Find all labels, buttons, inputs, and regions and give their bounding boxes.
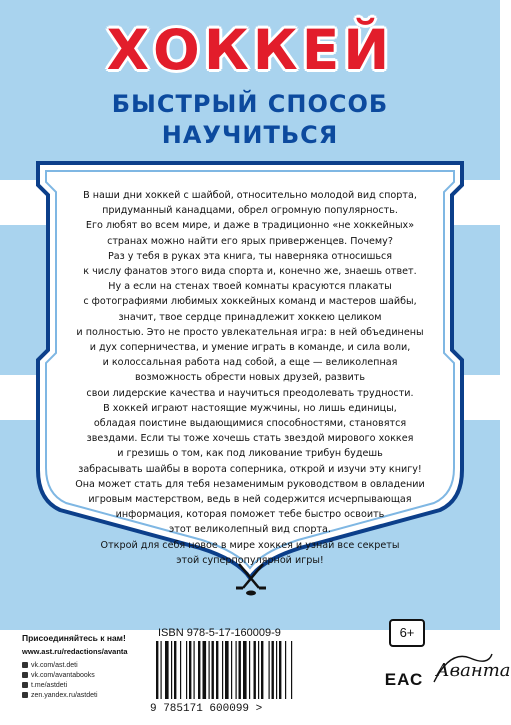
barcode-bar	[161, 641, 162, 699]
social-link[interactable]: zen.yandex.ru/astdeti	[22, 691, 98, 700]
blurb-line: Открой для себя новое в мире хоккея и узнай все секреты	[100, 539, 400, 551]
blurb-line: В наши дни хоккей с шайбой, относительно молодой вид спорта,	[83, 190, 417, 201]
barcode	[150, 641, 340, 703]
blurb-line: Раз у тебя в руках эта книга, ты наверняка относишься	[107, 250, 393, 262]
blurb-line: Она может стать для тебя незаменимым руководством в овладении	[75, 478, 425, 490]
barcode-bar	[186, 641, 187, 699]
vk-icon	[22, 662, 28, 668]
subtitle-line-2: НАУЧИТЬСЯ	[161, 121, 339, 149]
blurb-line: обладая поистине выдающимися способностями, становятся	[93, 418, 407, 430]
barcode-bar	[209, 641, 210, 699]
barcode-bar	[216, 641, 218, 699]
blurb-line: В хоккей играют настоящие мужчины, но лишь единицы,	[103, 402, 397, 414]
blurb-line: Его любят во всем мире, и даже в традиционно «не хоккейных»	[85, 220, 415, 232]
hockey-sticks-icon	[233, 562, 269, 598]
barcode-bar	[156, 641, 158, 699]
barcode-bar	[254, 641, 256, 699]
barcode-bar	[212, 641, 214, 699]
blurb-line: забрасывать шайбы в ворота соперника, открой и изучи эту книгу!	[78, 463, 422, 475]
blurb-line: и колоссальная работа над собой, а еще — великолепная	[102, 357, 398, 369]
barcode-bar	[243, 641, 247, 699]
book-title: ХОККЕЙ	[106, 18, 394, 82]
barcode-bar	[189, 641, 191, 699]
barcode-bar	[165, 641, 169, 699]
barcode-bar	[269, 641, 270, 699]
blurb-line: этот великолепный вид спорта.	[169, 524, 331, 536]
blurb-line: и дух соперничества, и умение играть в команде, и сила воли,	[89, 342, 411, 354]
blurb-line: странах можно найти его ярых приверженцев. Почему?	[107, 235, 393, 247]
blurb-line: Ну а если на стенах твоей комнаты красуются плакаты	[108, 281, 392, 293]
social-link[interactable]: t.me/astdeti	[22, 681, 67, 690]
blurb-line: с фотографиями любимых хоккейных команд и мастеров шайбы,	[83, 296, 417, 308]
social-link[interactable]: vk.com/avantabooks	[22, 671, 95, 680]
eac-mark: ЕАС	[384, 670, 424, 689]
barcode-bar	[276, 641, 277, 699]
vk-icon	[22, 672, 28, 678]
barcode-bar	[261, 641, 263, 699]
publisher-logo: Аванта	[436, 660, 511, 681]
barcode-bar	[203, 641, 207, 699]
blurb-line: значит, твое сердце принадлежит хоккею целиком	[118, 311, 382, 323]
blurb-line: игровым мастерством, ведь в ней содержится исчерпывающая	[88, 494, 412, 506]
blurb-line: этой суперпопулярной игры!	[176, 554, 324, 566]
barcode-bar	[258, 641, 259, 699]
blurb-line: свои лидерские качества и научиться преодолевать трудности.	[86, 387, 414, 399]
barcode-bar	[171, 641, 172, 699]
join-us-label: Присоединяйтесь к нам!	[22, 633, 126, 643]
barcode-bar	[225, 641, 229, 699]
barcode-number: 9 785171 600099 >	[150, 703, 263, 715]
blurb-line: и грезишь о том, как под ликование трибун будешь	[117, 448, 383, 460]
blurb-line: и полностью. Это не просто увлекательная игра: в ней объединены	[76, 326, 424, 338]
barcode-bar	[249, 641, 250, 699]
barcode-bar	[291, 641, 292, 699]
social-link[interactable]: vk.com/ast.deti	[22, 661, 78, 670]
isbn-label: ISBN 978-5-17-160009-9	[158, 627, 281, 639]
zen-icon	[22, 692, 28, 698]
barcode-bar	[174, 641, 176, 699]
barcode-bar	[180, 641, 181, 699]
barcode-bar	[236, 641, 237, 699]
blurb-line: информация, которая поможет тебе быстро освоить	[115, 509, 385, 521]
barcode-bar	[198, 641, 200, 699]
age-rating-badge: 6+	[389, 619, 425, 647]
blurb-text	[60, 188, 440, 568]
barcode-bar	[285, 641, 286, 699]
barcode-bar	[231, 641, 232, 699]
blurb-line: возможность обрести новых друзей, развить	[134, 372, 366, 384]
telegram-icon	[22, 682, 28, 688]
barcode-bar	[222, 641, 223, 699]
blurb-line: к числу фанатов этого вида спорта и, конечно же, знаешь ответ.	[83, 266, 417, 278]
barcode-bar	[194, 641, 195, 699]
blurb-line: звездами. Если ты тоже хочешь стать звездой мирового хоккея	[86, 433, 414, 445]
subtitle-line-1: БЫСТРЫЙ СПОСОБ	[111, 90, 389, 118]
barcode-bar	[239, 641, 241, 699]
barcode-bar	[279, 641, 281, 699]
blurb-line: придуманный канадцами, обрел огромную популярность.	[102, 205, 398, 217]
website-link[interactable]: www.ast.ru/redactions/avanta	[22, 647, 128, 656]
barcode-bar	[272, 641, 274, 699]
